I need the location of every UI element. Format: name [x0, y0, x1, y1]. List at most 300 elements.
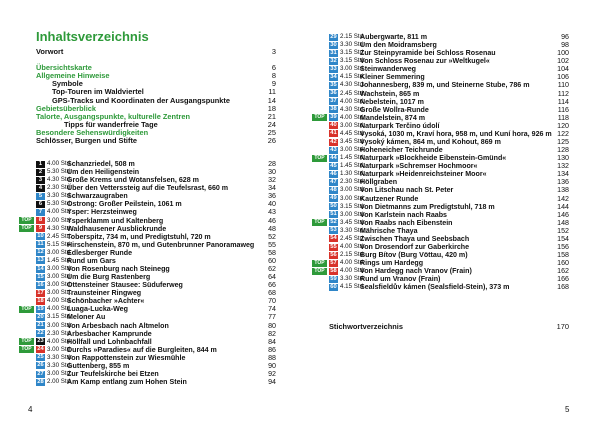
tour-row[interactable]	[21, 216, 276, 225]
toc-section-page: 3	[271, 47, 276, 56]
tour-page: 152	[557, 226, 569, 235]
tour-row[interactable]	[21, 305, 276, 314]
tour-page: 116	[557, 105, 569, 114]
tour-row[interactable]	[36, 281, 276, 289]
page-number-left: 4	[28, 405, 33, 414]
tour-page: 66	[268, 281, 276, 290]
tour-number-badge: 32	[330, 57, 337, 64]
tour-number-badge: 1	[36, 161, 45, 168]
tour-page: 122	[557, 129, 569, 138]
tour-row[interactable]	[36, 297, 276, 305]
tour-name: Hirschenstein, 870 m, und Gutenbrunner Panoramaweg	[67, 240, 255, 249]
tour-row[interactable]	[329, 162, 569, 170]
tour-number-badge: 37	[330, 98, 337, 105]
tour-number-badge: 57	[330, 259, 337, 266]
tour-duration: 5.30 Std.	[47, 200, 72, 208]
tour-duration: 2.45 Std.	[47, 232, 72, 240]
tour-page: 32	[268, 176, 276, 185]
tour-number-badge: 44	[330, 154, 337, 161]
tour-page: 60	[268, 256, 276, 265]
tour-row[interactable]	[329, 41, 569, 49]
tour-name: Schwarzaugraben	[67, 192, 128, 201]
tour-page: 104	[557, 65, 569, 74]
tour-page: 96	[561, 33, 569, 41]
tour-number-badge: 49	[330, 195, 337, 202]
tour-page: 40	[268, 200, 276, 209]
tour-page: 146	[557, 210, 569, 219]
tour-page: 106	[557, 73, 569, 82]
tour-name: Von Rosenburg nach Steinegg	[67, 265, 170, 274]
tour-name: Um den Moidramsberg	[360, 41, 437, 50]
toc-section-row[interactable]	[36, 48, 276, 56]
tour-number-badge: 58	[330, 267, 337, 274]
tour-row[interactable]	[36, 233, 276, 241]
tour-number-badge: 52	[330, 219, 337, 226]
tour-number-badge: 60	[330, 283, 337, 290]
tour-name: Schönbacher »Achter«	[67, 297, 145, 306]
tour-row[interactable]	[329, 90, 569, 98]
tour-page: 112	[557, 89, 569, 98]
tour-page: 114	[557, 97, 569, 106]
tour-duration: 3.15 Std.	[340, 57, 365, 65]
tour-name: Vysoká, 1030 m, Kraví hora, 958 m, und Kuní hora, 926 m	[360, 129, 552, 138]
tour-page: 34	[268, 184, 276, 193]
tour-page: 28	[268, 160, 276, 168]
tour-name: Aubergwarte, 811 m	[360, 33, 428, 41]
top-tour-badge: TOP	[19, 346, 34, 353]
toc-section-page: 14	[267, 95, 276, 105]
tour-duration: 3.30 Std.	[47, 353, 72, 361]
toc-section-label: Übersichtskarte	[36, 63, 92, 73]
tour-number-badge: 21	[37, 322, 44, 329]
page-title: Inhaltsverzeichnis	[36, 29, 149, 44]
tour-number-badge: 4	[36, 185, 45, 192]
tour-row[interactable]	[36, 265, 276, 273]
tour-name: Naturpark »Blockheide Eibenstein-Gmünd«	[360, 154, 507, 163]
tour-duration: 3.30 Std.	[340, 226, 365, 234]
tour-number-badge: 25	[37, 354, 44, 361]
tour-number-badge: 39	[330, 114, 337, 121]
tour-page: 130	[557, 154, 569, 163]
tour-duration: 4.00 Std.	[47, 305, 72, 313]
tour-duration: 1.45 Std.	[47, 256, 72, 264]
tour-row[interactable]	[329, 98, 569, 106]
tour-page: 55	[268, 240, 276, 249]
tour-number-badge: 2	[36, 169, 45, 176]
tour-name: Luaga-Lucka-Weg	[67, 305, 128, 314]
toc-section-label: Symbole	[52, 79, 83, 89]
tour-duration: 2.45 Std.	[340, 234, 365, 242]
tour-row[interactable]	[36, 289, 276, 297]
tour-name: Edlesberger Runde	[67, 248, 133, 257]
tour-name: Steinwanderweg	[360, 65, 416, 74]
tour-number-badge: 3	[36, 177, 45, 184]
tour-name: Durchs »Paradies« auf die Burgleiten, 844 m	[67, 345, 217, 354]
tour-duration: 3.00 Std.	[47, 248, 72, 256]
tour-name: Mährische Thaya	[360, 226, 418, 235]
toc-section-label: Vorwort	[36, 47, 64, 56]
tour-page: 77	[268, 313, 276, 322]
tour-row[interactable]	[329, 65, 569, 73]
tour-number-badge: 16	[37, 281, 44, 288]
tour-duration: 3.00 Std.	[340, 121, 365, 129]
tour-row[interactable]	[329, 122, 569, 130]
tour-name: Um die Burg Rastenberg	[67, 273, 151, 282]
tour-name: Sealsfieldův kámen (Sealsfield-Stein), 373 m	[360, 283, 510, 292]
toc-section-page: 18	[267, 103, 276, 113]
tour-row[interactable]	[314, 113, 569, 122]
tour-row[interactable]	[329, 57, 569, 65]
tour-number-badge: 22	[37, 330, 44, 337]
tour-row[interactable]	[329, 81, 569, 89]
top-tour-badge: TOP	[312, 219, 327, 226]
tour-duration: 3.00 Std.	[47, 281, 72, 289]
tour-number-badge: 5	[36, 193, 45, 200]
tour-duration: 3.15 Std.	[340, 202, 365, 210]
tour-duration: 4.00 Std.	[340, 97, 365, 105]
tour-duration: 1.45 Std.	[340, 162, 365, 170]
tour-row[interactable]	[329, 195, 569, 203]
tour-page: 52	[268, 232, 276, 241]
tour-page: 62	[268, 265, 276, 274]
tour-page: 82	[268, 329, 276, 338]
tour-page: 98	[561, 41, 569, 50]
tour-duration: 4.45 Std.	[340, 129, 365, 137]
tour-name: Von Schloss Rosenau zur »Weltkugel«	[360, 57, 490, 66]
top-tour-badge: TOP	[19, 217, 34, 224]
tour-duration: 3.00 Std.	[47, 216, 72, 224]
tour-name: Naturpark »Heidenreichsteiner Moor«	[360, 170, 487, 179]
tour-row[interactable]	[329, 243, 569, 251]
tour-number-badge: 27	[37, 370, 44, 377]
tour-page: 68	[268, 289, 276, 298]
tour-name: Ysperklamm und Kaltenberg	[67, 216, 164, 225]
toc-section-page: 9	[271, 79, 276, 89]
tour-number-badge: 38	[330, 106, 337, 113]
tour-page: 88	[268, 353, 276, 362]
tour-row[interactable]	[21, 345, 276, 354]
tour-number-badge: 12	[37, 249, 44, 256]
tour-name: Große Wollra-Runde	[360, 105, 429, 114]
tour-row[interactable]	[314, 154, 569, 163]
top-tour-badge: TOP	[312, 114, 327, 121]
tour-page: 74	[268, 305, 276, 314]
tour-name: Hoheneicher Teichrunde	[360, 146, 443, 155]
toc-section-label: Talorte, Ausgangspunkte, kulturelle Zentren	[36, 111, 190, 121]
tour-number-badge: 56	[330, 251, 337, 258]
tour-duration: 2.30 Std.	[47, 184, 72, 192]
tour-name: Höllfall und Lohnbachfall	[67, 337, 152, 346]
tour-row[interactable]	[329, 138, 569, 146]
tour-row[interactable]	[36, 354, 276, 362]
tour-duration: 1.45 Std.	[340, 154, 365, 162]
tour-number-badge: 8	[36, 217, 45, 224]
stichwort-page: 170	[556, 322, 569, 331]
tour-page: 90	[268, 361, 276, 370]
tour-row[interactable]	[36, 168, 276, 176]
tour-name: Arbesbacher Kamprunde	[67, 329, 152, 338]
tour-name: Rund um Vranov (Frain)	[360, 275, 441, 284]
tour-name: Rings um Hardegg	[360, 259, 424, 268]
tour-name: Große Krems und Wotansfelsen, 628 m	[67, 176, 199, 185]
tour-name: Am Kamp entlang zum Hohen Stein	[67, 378, 187, 387]
tour-page: 125	[557, 138, 569, 147]
tour-page: 160	[557, 259, 569, 268]
tour-name: Von Litschau nach St. Peter	[360, 186, 454, 195]
tour-row[interactable]	[329, 251, 569, 259]
toc-section-page: 25	[267, 127, 276, 137]
tour-row[interactable]	[21, 337, 276, 346]
top-tour-badge: TOP	[312, 155, 327, 162]
tour-page: 138	[557, 186, 569, 195]
toc-section-label: Top-Touren im Waldviertel	[52, 87, 144, 97]
tour-name: Kleiner Semmering	[360, 73, 425, 82]
tour-list-right	[314, 33, 569, 292]
tour-number-badge: 42	[330, 138, 337, 145]
tour-page: 142	[557, 194, 569, 203]
tour-duration: 5.30 Std.	[47, 168, 72, 176]
tour-row[interactable]	[36, 249, 276, 257]
toc-section-page: 11	[268, 87, 276, 97]
tour-duration: 4.00 Std.	[340, 267, 365, 275]
tour-page: 132	[557, 162, 569, 171]
tour-name: Kautzener Runde	[360, 194, 419, 203]
tour-row[interactable]	[329, 235, 569, 243]
tour-number-badge: 41	[330, 130, 337, 137]
tour-number-badge: 50	[330, 203, 337, 210]
tour-duration: 3.00 Std.	[340, 65, 365, 73]
tour-row[interactable]	[329, 275, 569, 283]
tour-duration: 4.00 Std.	[47, 337, 72, 345]
tour-page: 162	[557, 267, 569, 276]
toc-section-label: Allgemeine Hinweise	[36, 71, 110, 81]
tour-duration: 3.00 Std.	[340, 186, 365, 194]
tour-page: 92	[268, 370, 276, 379]
tour-name: Von Arbesbach nach Altmelon	[67, 321, 169, 330]
tour-number-badge: 17	[37, 289, 44, 296]
tour-duration: 3.00 Std.	[47, 370, 72, 378]
tour-number-badge: 6	[36, 201, 45, 208]
tour-name: Ysper: Herzsteinweg	[67, 208, 137, 217]
tour-row[interactable]	[21, 224, 276, 233]
front-matter-list	[36, 48, 276, 145]
tour-duration: 3.00 Std.	[47, 345, 72, 353]
tour-number-badge: 7	[36, 209, 45, 216]
tour-name: Waldhausener Ausblickrunde	[67, 224, 167, 233]
tour-row[interactable]	[329, 227, 569, 235]
tour-number-badge: 47	[330, 178, 337, 185]
tour-duration: 4.00 Std.	[47, 297, 72, 305]
tour-number-badge: 24	[37, 346, 44, 353]
tour-duration: 3.30 Std.	[47, 192, 72, 200]
tour-row[interactable]	[329, 106, 569, 114]
tour-page: 36	[268, 192, 276, 201]
tour-number-badge: 9	[36, 225, 45, 232]
tour-number-badge: 55	[330, 243, 337, 250]
tour-page: 84	[268, 337, 276, 346]
tour-name: Traunsteiner Ringweg	[67, 289, 142, 298]
tour-row[interactable]	[36, 273, 276, 281]
toc-section-page: 21	[267, 111, 276, 121]
tour-name: Von Karlstein nach Raabs	[360, 210, 447, 219]
tour-number-badge: 11	[37, 241, 44, 248]
tour-number-badge: 51	[330, 211, 337, 218]
toc-section-page: 24	[267, 119, 276, 129]
tour-name: Zwischen Thaya und Seebsbach	[360, 234, 470, 243]
tour-row[interactable]	[36, 184, 276, 192]
tour-page: 156	[557, 243, 569, 252]
tour-row[interactable]	[36, 378, 276, 386]
page-number-right: 5	[565, 405, 570, 414]
tour-number-badge: 19	[37, 305, 44, 312]
tour-row[interactable]	[36, 313, 276, 321]
tour-duration: 4.15 Std.	[340, 73, 365, 81]
tour-row[interactable]	[36, 370, 276, 378]
tour-page: 100	[557, 49, 569, 58]
tour-duration: 4.00 Std.	[340, 259, 365, 267]
tour-row[interactable]	[36, 200, 276, 208]
tour-number-badge: 59	[330, 275, 337, 282]
tour-page: 128	[557, 146, 569, 155]
stichwort-label: Stichwortverzeichnis	[329, 322, 403, 331]
top-tour-badge: TOP	[19, 306, 34, 313]
tour-row[interactable]	[36, 257, 276, 265]
tour-duration: 2.30 Std.	[340, 178, 365, 186]
tour-number-badge: 45	[330, 162, 337, 169]
tour-page: 48	[268, 224, 276, 233]
toc-section-row[interactable]	[36, 137, 276, 145]
tour-row[interactable]	[329, 49, 569, 57]
tour-page: 102	[557, 57, 569, 66]
tour-row[interactable]	[314, 259, 569, 268]
tour-row[interactable]	[329, 283, 569, 291]
tour-duration: 3.00 Std.	[340, 194, 365, 202]
tour-name: Von Raabs nach Eibenstein	[360, 218, 453, 227]
tour-number-badge: 35	[330, 81, 337, 88]
tour-page: 80	[268, 321, 276, 330]
tour-row[interactable]	[329, 130, 569, 138]
tour-page: 94	[268, 378, 276, 387]
tour-duration: 3.15 Std.	[340, 49, 365, 57]
tour-name: Um den Heiligenstein	[67, 168, 140, 177]
tour-name: Johannesberg, 839 m, und Steinerne Stube, 786 m	[360, 81, 530, 90]
tour-number-badge: 28	[37, 378, 44, 385]
tour-row[interactable]	[329, 33, 569, 41]
tour-duration: 4.00 Std.	[340, 243, 365, 251]
tour-duration: 4.30 Std.	[47, 224, 72, 232]
tour-page: 148	[557, 218, 569, 227]
tour-name: Guttenberg, 855 m	[67, 361, 130, 370]
toc-section-label: Gebietsüberblick	[36, 103, 96, 113]
tour-page: 110	[557, 81, 569, 90]
tour-row[interactable]	[329, 203, 569, 211]
top-tour-badge: TOP	[19, 225, 34, 232]
tour-duration: 2.15 Std.	[340, 33, 365, 40]
tour-row[interactable]	[36, 160, 276, 168]
tour-number-badge: 34	[330, 73, 337, 80]
tour-name: Vysoký kámen, 864 m, und Kohout, 869 m	[360, 138, 501, 147]
tour-row[interactable]	[36, 241, 276, 249]
tour-duration: 1.30 Std.	[340, 170, 365, 178]
tour-number-badge: 43	[330, 146, 337, 153]
tour-page: 58	[268, 248, 276, 257]
tour-name: Nebelstein, 1017 m	[360, 97, 424, 106]
tour-page: 30	[268, 168, 276, 177]
tour-number-badge: 29	[330, 33, 337, 40]
tour-number-badge: 54	[330, 235, 337, 242]
tour-page: 144	[557, 202, 569, 211]
top-tour-badge: TOP	[312, 260, 327, 267]
tour-duration: 3.00 Std.	[47, 265, 72, 273]
tour-row[interactable]	[314, 218, 569, 227]
tour-page: 70	[268, 297, 276, 306]
tour-row[interactable]	[36, 208, 276, 216]
tour-duration: 4.30 Std.	[47, 176, 72, 184]
tour-name: Ostrong: Großer Peilstein, 1061 m	[67, 200, 182, 209]
tour-page: 166	[557, 275, 569, 284]
tour-row[interactable]	[329, 211, 569, 219]
tour-row[interactable]	[314, 267, 569, 276]
tour-row[interactable]	[329, 170, 569, 178]
tour-number-badge: 30	[330, 41, 337, 48]
tour-duration: 4.00 Std.	[47, 160, 72, 167]
tour-page: 86	[268, 345, 276, 354]
tour-number-badge: 20	[37, 313, 44, 320]
tour-name: Naturpark Terčino údolí	[360, 121, 440, 130]
tour-number-badge: 13	[37, 257, 44, 264]
tour-name: Wachstein, 865 m	[360, 89, 420, 98]
tour-row[interactable]	[36, 322, 276, 330]
toc-section-page: 6	[271, 63, 276, 73]
tour-duration: 2.30 Std.	[47, 329, 72, 337]
top-tour-badge: TOP	[312, 268, 327, 275]
tour-duration: 3.00 Std.	[47, 289, 72, 297]
tour-duration: 2.45 Std.	[340, 89, 365, 97]
tour-duration: 3.30 Std.	[47, 361, 72, 369]
tour-page: 46	[268, 216, 276, 225]
tour-row[interactable]	[36, 330, 276, 338]
tour-name: Burg Bítov (Burg Vöttau, 420 m)	[360, 251, 468, 260]
tour-duration: 3.30 Std.	[340, 275, 365, 283]
tour-number-badge: 23	[37, 338, 44, 345]
tour-row[interactable]	[329, 186, 569, 194]
tour-number-badge: 31	[330, 49, 337, 56]
tour-row[interactable]	[36, 192, 276, 200]
tour-name: Über den Vetterssteig auf die Teufelsrast, 660 m	[67, 184, 229, 193]
tour-page: 134	[557, 170, 569, 179]
tour-number-badge: 10	[37, 233, 44, 240]
toc-section-label: Tipps für wanderfreie Tage	[64, 119, 158, 129]
tour-duration: 3.30 Std.	[340, 41, 365, 49]
tour-row[interactable]	[36, 362, 276, 370]
tour-duration: 5.15 Std.	[47, 240, 72, 248]
right-page	[300, 0, 600, 428]
toc-section-label: Besondere Sehenswürdigkeiten	[36, 127, 149, 137]
tour-name: Von Dietmanns zum Predigtstuhl, 718 m	[360, 202, 495, 211]
tour-page: 136	[557, 178, 569, 187]
tour-row[interactable]	[329, 73, 569, 81]
tour-duration: 3.00 Std.	[47, 273, 72, 281]
tour-number-badge: 48	[330, 186, 337, 193]
tour-name: Meloner Au	[67, 313, 106, 322]
tour-duration: 3.00 Std.	[340, 146, 365, 154]
toc-section-label: GPS-Tracks und Koordinaten der Ausgangspunkte	[52, 95, 230, 105]
tour-row[interactable]	[329, 178, 569, 186]
tour-name: Naturpark »Schremser Hochmoor«	[360, 162, 478, 171]
tour-row[interactable]	[329, 146, 569, 154]
top-tour-badge: TOP	[19, 338, 34, 345]
tour-page: 120	[557, 121, 569, 130]
